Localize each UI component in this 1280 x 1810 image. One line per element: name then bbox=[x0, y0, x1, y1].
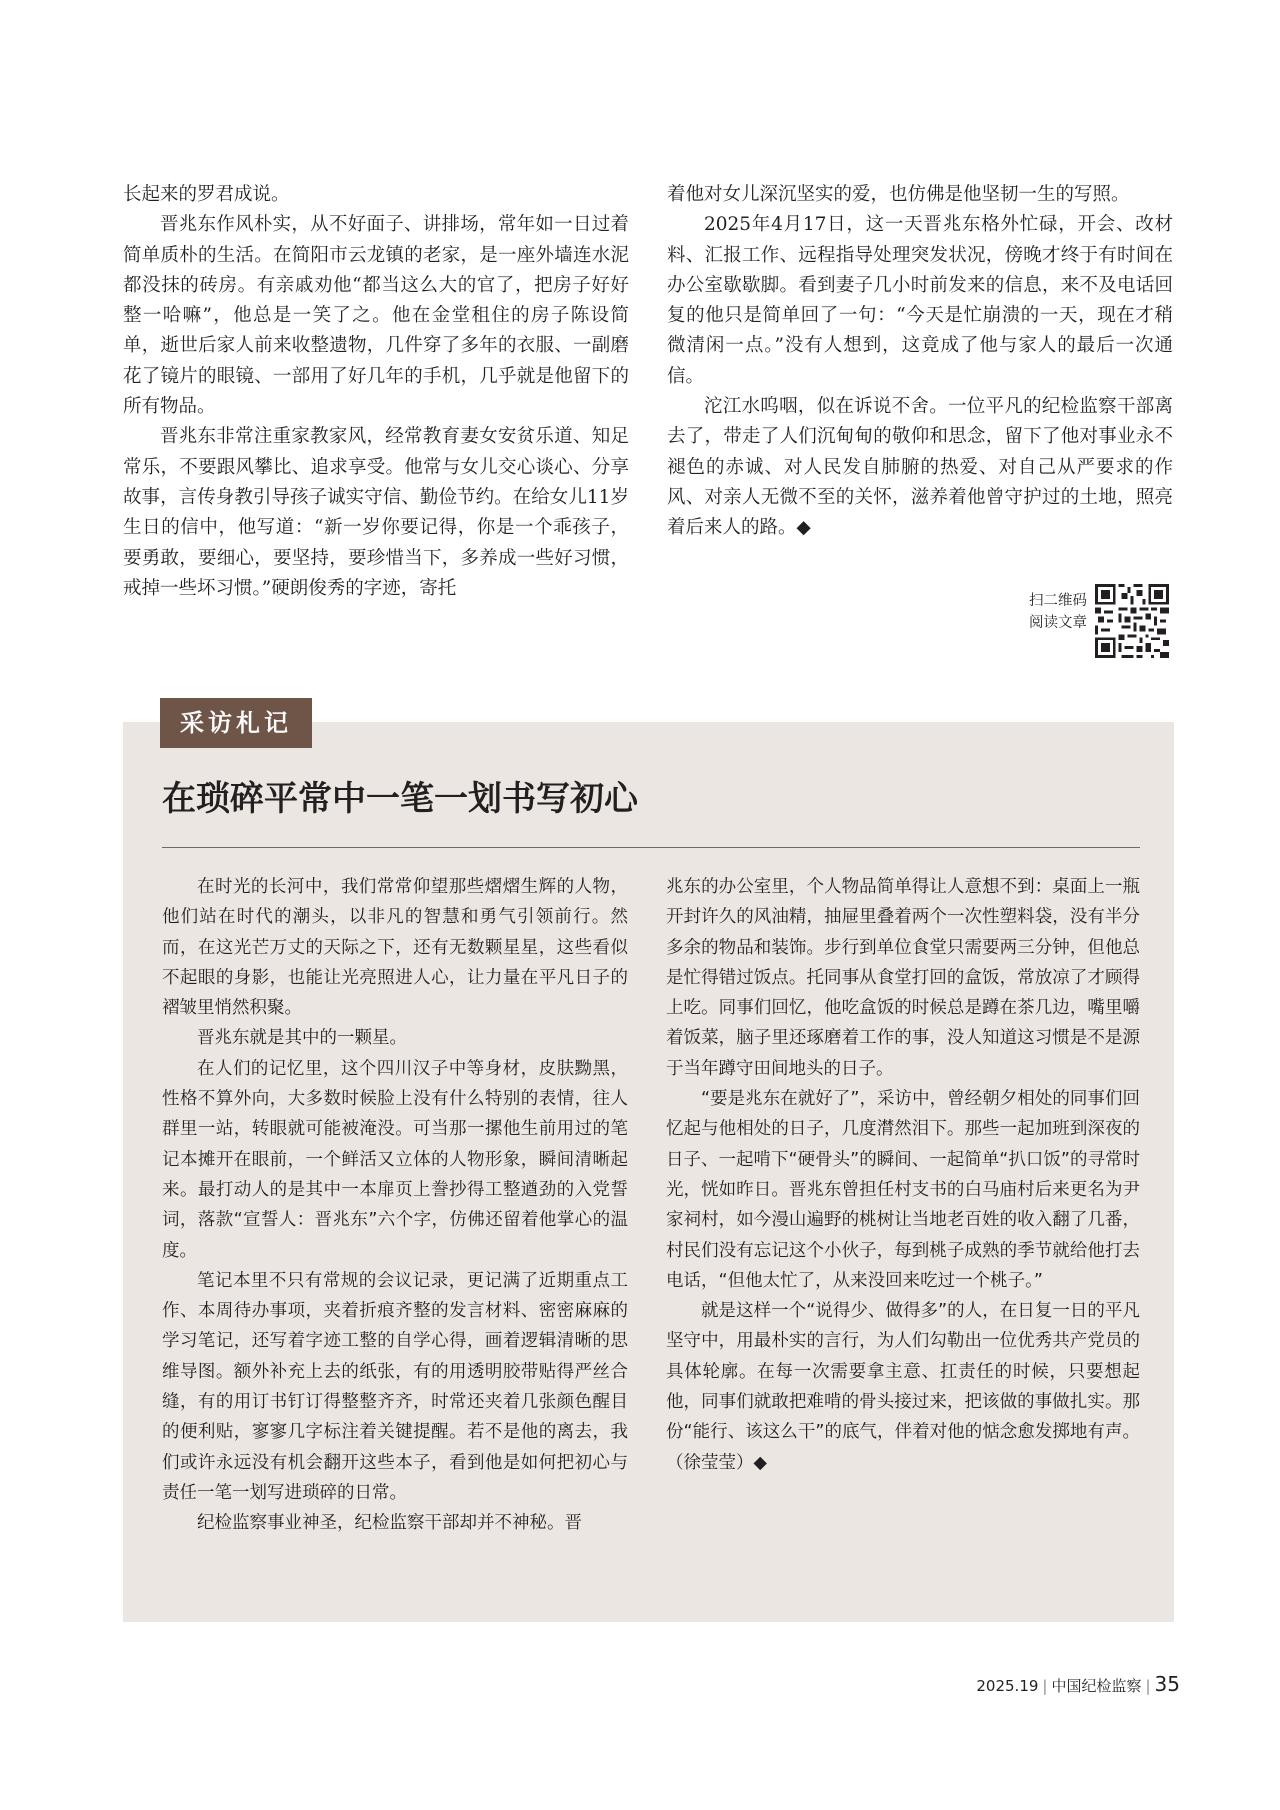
article-column-right bbox=[667, 180, 1173, 544]
article-paragraph: 长起来的罗君成说。 bbox=[123, 184, 290, 205]
notes-paragraph: 兆东的办公室里，个人物品简单得让人意想不到：桌面上一瓶开封许久的风油精，抽屉里叠着两个一次性塑料袋，没有半分多余的物品和装饰。步行到单位食堂只需要两三分钟，但他总是忙得错过饭点。托同事从食堂打回的盒饭，常放凉了才顾得上吃。同事们回忆，他吃盒饭的时候总是蹲在茶几边，嘴里嚼着饭菜，脑子里还琢磨着工作的事，没人知道这习惯是不是源于当年蹲守田间地头的日子。 bbox=[666, 877, 1140, 1079]
interview-notes-tag: 采访札记 bbox=[160, 698, 312, 748]
qr-code-icon[interactable] bbox=[1095, 584, 1169, 658]
notes-column-right bbox=[666, 872, 1140, 1478]
qr-code-block[interactable] bbox=[1015, 584, 1175, 658]
article-paragraph: 晋兆东非常注重家教家风，经常教育妻女安贫乐道、知足常乐，不要跟风攀比、追求享受。他常与女儿交心谈心、分享故事，言传身教引导孩子诚实守信、勤俭节约。在给女儿11岁生日的信中，他写道：“新一岁你要记得，你是一个乖孩子，要勇敢，要细心，要坚持，要珍惜当下，多养成一些好习惯，戒掉一些坏习惯。”硬朗俊秀的字迹，寄托 bbox=[123, 426, 629, 599]
notes-paragraph: 晋兆东就是其中的一颗星。 bbox=[197, 1028, 407, 1049]
footer-separator: | bbox=[1145, 1677, 1151, 1695]
article-paragraph: 晋兆东作风朴实，从不好面子、讲排场，常年如一日过着简单质朴的生活。在简阳市云龙镇的老家，是一座外墙连水泥都没抹的砖房。有亲戚劝他“都当这么大的官了，把房子好好整一哈嘛”，他总是一笑了之。他在金堂租住的房子陈设简单，逝世后家人前来收整遗物，几件穿了多年的衣服、一副磨花了镜片的眼镜、一部用了好几年的手机，几乎就是他留下的所有物品。 bbox=[123, 214, 629, 418]
notes-paragraph: 就是这样一个“说得少、做得多”的人，在日复一日的平凡坚守中，用最朴实的言行，为人们勾勒出一位优秀共产党员的具体轮廓。在每一次需要拿主意、扛责任的时候，只要想起他，同事们就敢把难啃的骨头接过来，把该做的事做扎实。那份“能行、该这么干”的底气，伴着对他的惦念愈发掷地有声。（徐莹莹）◆ bbox=[666, 1301, 1140, 1473]
magazine-name: 中国纪检监察 bbox=[1051, 1677, 1142, 1695]
article-column-left bbox=[123, 180, 629, 604]
interview-notes-title: 在琐碎平常中一笔一划书写初心 bbox=[162, 779, 638, 819]
qr-label: 扫二维码 阅读文章 bbox=[1029, 593, 1087, 631]
article-paragraph: 着他对女儿深沉坚实的爱，也仿佛是他坚韧一生的写照。 bbox=[667, 184, 1130, 205]
issue-number: 2025.19 bbox=[976, 1677, 1039, 1695]
notes-paragraph: 在时光的长河中，我们常常仰望那些熠熠生辉的人物，他们站在时代的潮头，以非凡的智慧和勇气引领前行。然而，在这光芒万丈的天际之下，还有无数颗星星，这些看似不起眼的身影，也能让光亮照进人心，让力量在平凡日子的褶皱里悄然积聚。 bbox=[162, 877, 628, 1019]
title-divider bbox=[162, 847, 1140, 848]
notes-column-left bbox=[162, 872, 628, 1539]
notes-paragraph: 纪检监察事业神圣，纪检监察干部却并不神秘。晋 bbox=[197, 1513, 582, 1534]
notes-paragraph: 笔记本里不只有常规的会议记录，更记满了近期重点工作、本周待办事项，夹着折痕齐整的发言材料、密密麻麻的学习笔记，还写着字迹工整的自学心得，画着逻辑清晰的思维导图。额外补充上去的纸张，有的用透明胶带贴得严丝合缝，有的用订书钉订得整整齐齐，时常还夹着几张颜色醒目的便利贴，寥寥几字标注着关键提醒。若不是他的离去，我们或许永远没有机会翻开这些本子，看到他是如何把初心与责任一笔一划写进琐碎的日常。 bbox=[162, 1270, 628, 1503]
notes-paragraph: 在人们的记忆里，这个四川汉子中等身材，皮肤黝黑，性格不算外向，大多数时候脸上没有什么特别的表情，往人群里一站，转眼就可能被淹没。可当那一摞他生前用过的笔记本摊开在眼前，一个鲜活又立体的人物形象，瞬间清晰起来。最打动人的是其中一本扉页上誊抄得工整遒劲的入党誓词，落款“宣誓人：晋兆东”六个字，仿佛还留着他掌心的温度。 bbox=[162, 1058, 628, 1261]
page-number: 35 bbox=[1154, 1672, 1180, 1696]
article-paragraph: 2025年4月17日，这一天晋兆东格外忙碌，开会、改材料、汇报工作、远程指导处理突发状况，傍晚才终于有时间在办公室歇歇脚。看到妻子几小时前发来的信息，来不及电话回复的他只是简单回了一句：“今天是忙崩溃的一天，现在才稍微清闲一点。”没有人想到，这竟成了他与家人的最后一次通信。 bbox=[667, 214, 1173, 387]
article-paragraph: 沱江水呜咽，似在诉说不舍。一位平凡的纪检监察干部离去了，带走了人们沉甸甸的敬仰和思念，留下了他对事业永不褪色的赤诚、对人民发自肺腑的热爱、对自己从严要求的作风、对亲人无微不至的关怀，滋养着他曾守护过的土地，照亮着后来人的路。◆ bbox=[667, 396, 1173, 539]
notes-paragraph: “要是兆东在就好了”，采访中，曾经朝夕相处的同事们回忆起与他相处的日子，几度潸然泪下。那些一起加班到深夜的日子、一起啃下“硬骨头”的瞬间、一起简单“扒口饭”的寻常时光，恍如昨日。晋兆东曾担任村支书的白马庙村后来更名为尹家祠村，如今漫山遍野的桃树让当地老百姓的收入翻了几番，村民们没有忘记这个小伙子，每到桃子成熟的季节就给他打去电话，“但他太忙了，从来没回来吃过一个桃子。” bbox=[666, 1089, 1140, 1291]
footer-separator: | bbox=[1042, 1677, 1048, 1695]
page-footer bbox=[900, 1672, 1180, 1698]
